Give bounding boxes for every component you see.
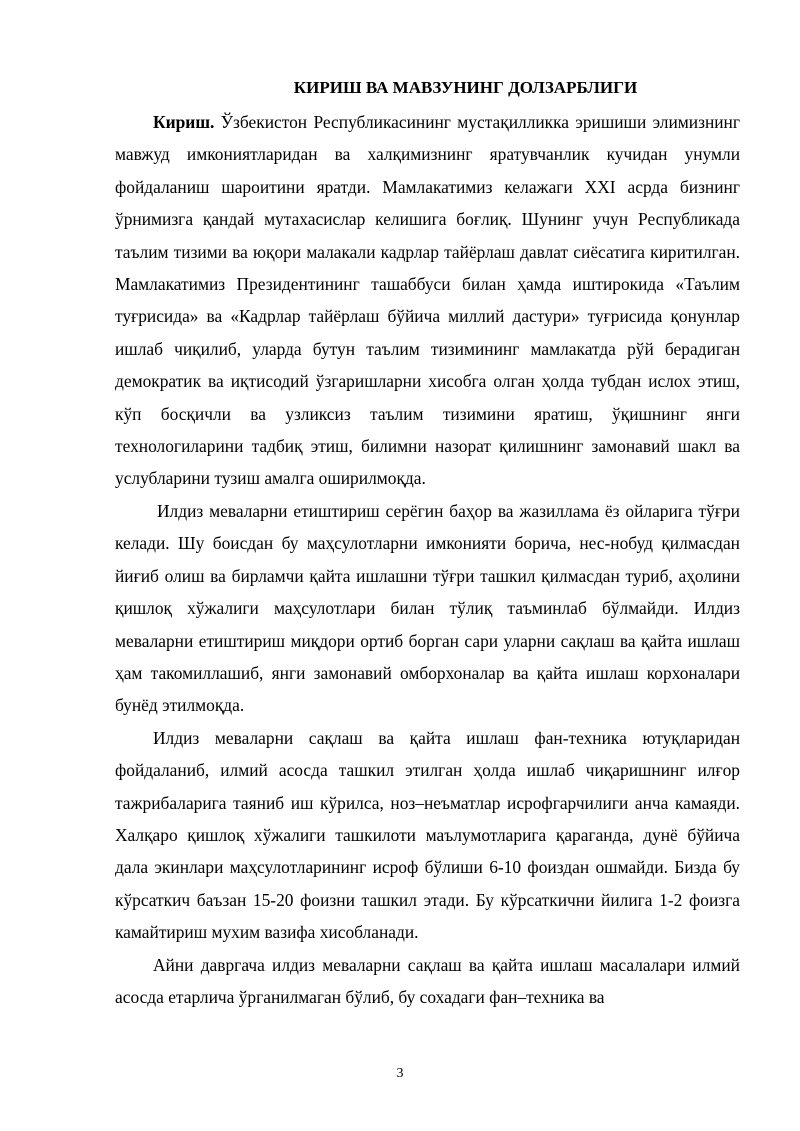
intro-lead: Кириш. (153, 112, 215, 132)
intro-text: Ўзбекистон Республикасининг мустақилликка эришиши элимизнинг мавжуд имкониятларидан ва халқимизнинг яратувчанлик кучидан унумли фойдаланиш шароитини яратди. Мамлакатимиз келажаги XXI асрда бизнинг ўрнимизга қандай мутахасислар келишига боғлиқ. Шунинг учун Республикада таълим тизими ва юқори малакали кадрлар тайёрлаш давлат сиёсатига киритилган. Мамлакатимиз Президентининг ташаббуси билан ҳамда иштирокида «Таълим туғрисида» ва «Кадрлар тайёрлаш бўйича миллий дастури» туғрисида қонунлар ишлаб чиқилиб, уларда бутун таълим тизимининг мамлакатда рўй берадиган демократик ва иқтисодий ўзгаришларни хисобга олган ҳолда тубдан ислох этиш, кўп босқичли ва узликсиз таълим тизимини яратиш, ўқишнинг янги технологиларини тадбиқ этиш, билимни назорат қилишнинг замонавий шакл ва услубларини тузиш амалга оширилмоқда. (115, 112, 740, 489)
body-paragraph-1: Илдиз меваларни етиштириш серёгин баҳор ва жазиллама ёз ойларига тўғри келади. Шу боисдан бу маҳсулотларни имконияти борича, нес-нобуд қилмасдан йиғиб олиш ва бирламчи қайта ишлашни тўғри ташкил қилмасдан туриб, аҳолини қишлоқ хўжалиги маҳсулотлари билан тўлиқ таъминлаб бўлмайди. Илдиз меваларни етиштириш миқдори ортиб борган сари уларни сақлаш ва қайта ишлаш ҳам такомиллашиб, янги замонавий омборхоналар ва қайта ишлаш корхоналари бунёд этилмоқда. (115, 500, 740, 716)
page-title: КИРИШ ВА МАВЗУНИНГ ДОЛЗАРБЛИГИ (293, 78, 638, 97)
document-page (115, 72, 740, 1013)
page-number: 3 (396, 1066, 404, 1081)
intro-paragraph (115, 106, 740, 495)
body-paragraph-3: Айни давргача илдиз меваларни сақлаш ва қайта ишлаш масалалари илмий асосда етарлича ўрганилмаган бўлиб, бу сохадаги фан–техника ва (115, 954, 740, 1007)
body-paragraph-2: Илдиз меваларни сақлаш ва қайта ишлаш фан-техника ютуқларидан фойдаланиб, илмий асосда ташкил этилган ҳолда ишлаб чиқаришнинг илғор тажрибаларига таяниб иш кўрилса, ноз–неъматлар исрофгарчилиги анча камаяди. Халқаро қишлоқ хўжалиги ташкилоти маълумотларига қараганда, дунё бўйича дала экинлари маҳсулотларининг исроф бўлиши 6-10 фоиздан ошмайди. Бизда бу кўрсаткич баъзан 15-20 фоизни ташкил этади. Бу кўрсаткични йилига 1-2 фоизга камайтириш мухим вазифа хисобланади. (115, 727, 740, 943)
